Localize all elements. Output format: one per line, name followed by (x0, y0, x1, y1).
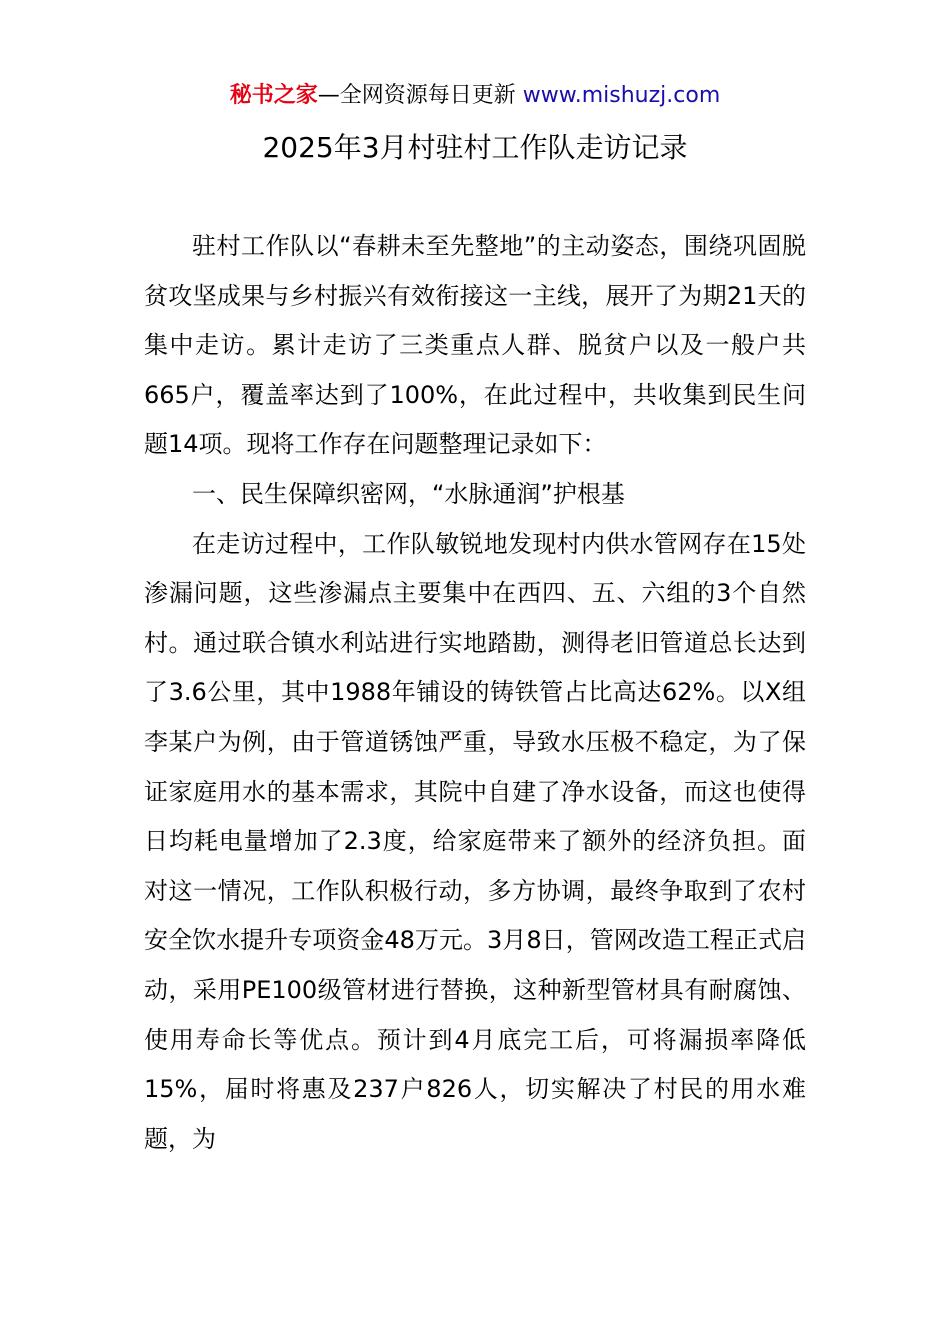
intro-paragraph: 驻村工作队以“春耕未至先整地”的主动姿态，围绕巩固脱贫攻坚成果与乡村振兴有效衔接这一主线，展开了为期21天的集中走访。累计走访了三类重点人群、脱贫户以及一般户共665户，覆盖率达到了100%，在此过程中，共收集到民生问题14项。现将工作存在问题整理记录如下： (144, 232, 806, 459)
site-name: 秘书之家 (229, 83, 318, 108)
site-header (0, 80, 950, 112)
document-body (144, 222, 806, 1164)
site-url-link[interactable]: www.mishuzj.com (522, 83, 721, 108)
section-heading: 一、民生保障织密网，“水脉通润”护根基 (192, 479, 625, 508)
site-tagline: —全网资源每日更新 (317, 83, 523, 108)
section-paragraph: 在走访过程中，工作队敏锐地发现村内供水管网存在15处渗漏问题，这些渗漏点主要集中在西四、五、六组的3个自然村。通过联合镇水利站进行实地踏勘，测得老旧管道总长达到了3.6公里，其中1988年铺设的铸铁管占比高达62%。以X组李某户为例，由于管道锈蚀严重，导致水压极不稳定，为了保证家庭用水的基本需求，其院中自建了净水设备，而这也使得日均耗电量增加了2.3度，给家庭带来了额外的经济负担。面对这一情况，工作队积极行动，多方协调，最终争取到了农村安全饮水提升专项资金48万元。3月8日，管网改造工程正式启动，采用PE100级管材进行替换，这种新型管材具有耐腐蚀、使用寿命长等优点。预计到4月底完工后，可将漏损率降低15%，届时将惠及237户826人，切实解决了村民的用水难题，为 (144, 529, 806, 1153)
document-title: 2025年3月村驻村工作队走访记录 (262, 131, 688, 164)
